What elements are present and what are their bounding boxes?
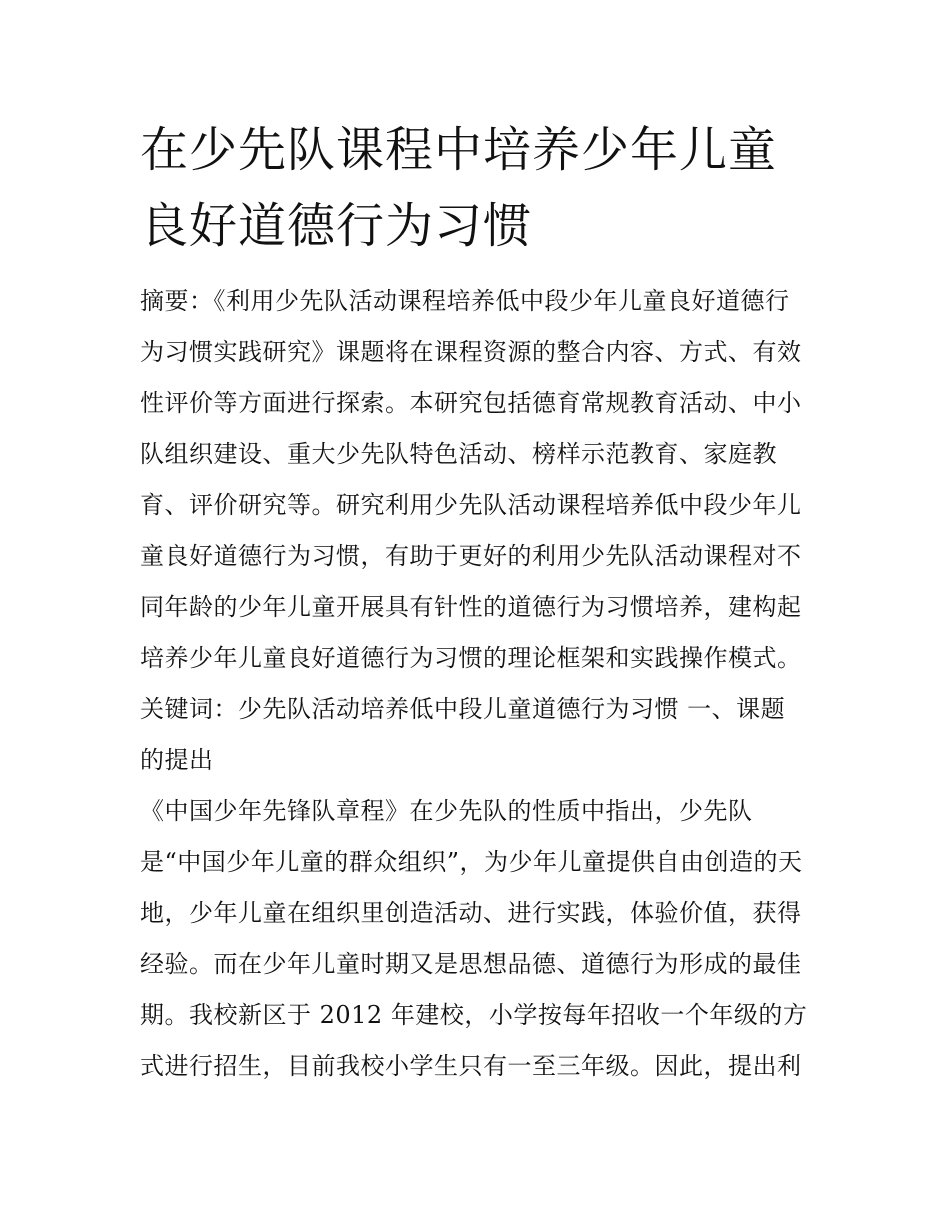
body-paragraph [140,786,812,1092]
abstract-line: 培养少年儿童良好道德行为习惯的理论框架和实践操作模式。 [140,644,802,672]
body-line: 期。我校新区于 2012 年建校，小学按每年招收一个年级的方 [140,1001,808,1029]
abstract-line: 为习惯实践研究》课题将在课程资源的整合内容、方式、有效 [140,338,802,366]
body-line: 《中国少年先锋队章程》在少先队的性质中指出，少先队 [140,797,753,825]
document-title [140,112,812,264]
body-line: 地，少年儿童在组织里创造活动、进行实践，体验价值，获得 [140,899,802,927]
keywords-line: 关键词：少先队活动培养低中段儿童道德行为习惯 一、课题 [140,695,786,723]
abstract-line: 队组织建设、重大少先队特色活动、榜样示范教育、家庭教 [140,440,777,468]
title-line: 在少先队课程中培养少年儿童 [140,122,778,178]
keywords-line: 的提出 [140,746,214,774]
title-line: 良好道德行为习惯 [140,198,533,254]
document-page [140,112,812,1092]
abstract-line: 同年龄的少年儿童开展具有针性的道德行为习惯培养，建构起 [140,593,802,621]
abstract-line: 摘要：《利用少先队活动课程培养低中段少年儿童良好道德行 [140,287,790,315]
body-line: 经验。而在少年儿童时期又是思想品德、道德行为形成的最佳 [140,950,802,978]
abstract-paragraph [140,276,812,684]
body-line: 是“中国少年儿童的群众组织”，为少年儿童提供自由创造的天 [140,848,803,876]
keywords-paragraph [140,684,812,786]
abstract-line: 童良好道德行为习惯，有助于更好的利用少先队活动课程对不 [140,542,802,570]
abstract-line: 性评价等方面进行探索。本研究包括德育常规教育活动、中小 [140,389,802,417]
body-line: 式进行招生，目前我校小学生只有一至三年级。因此，提出利 [140,1052,802,1080]
abstract-line: 育、评价研究等。研究利用少先队活动课程培养低中段少年儿 [140,491,802,519]
